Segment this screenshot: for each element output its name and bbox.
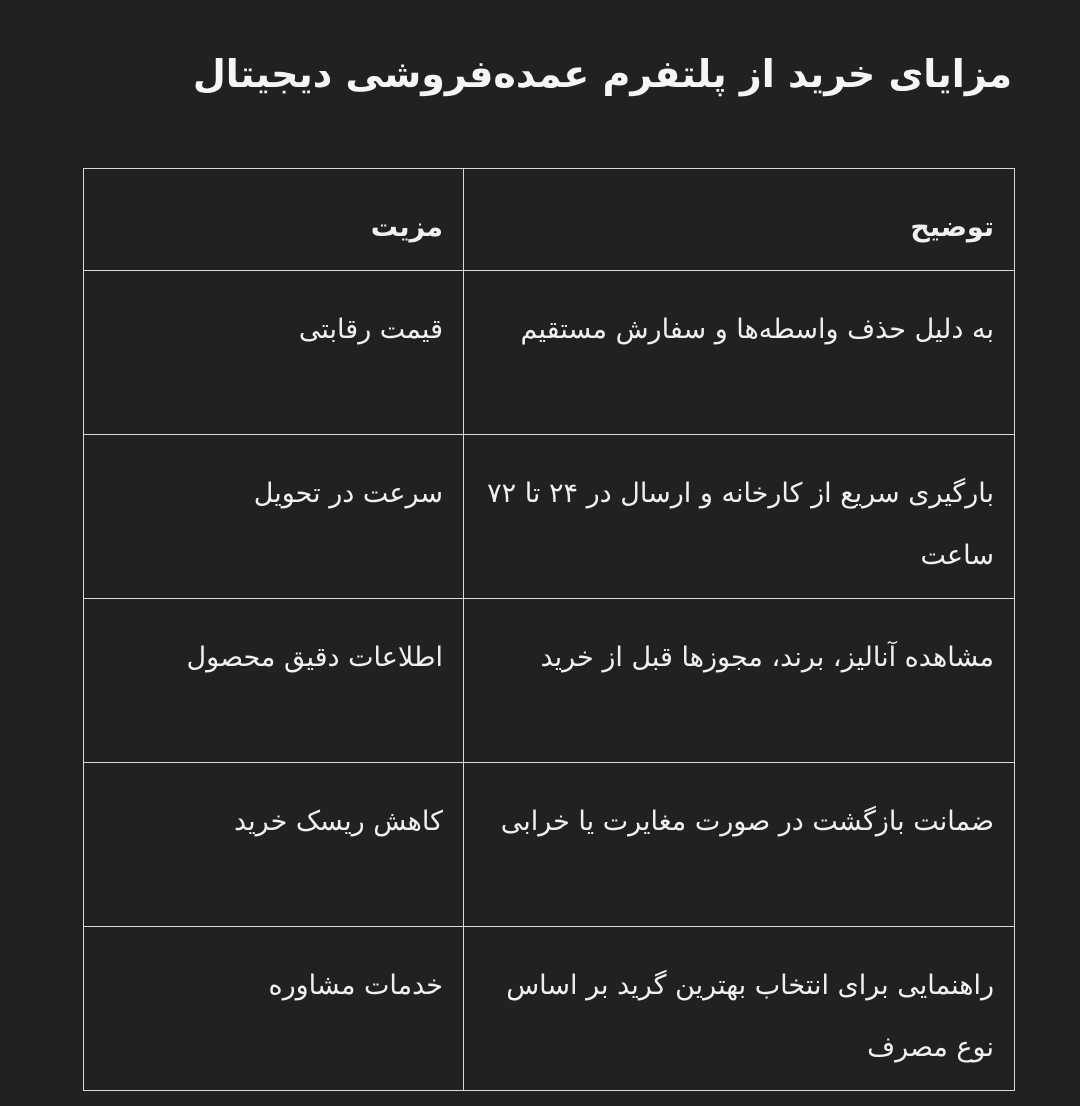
row-description: ضمانت بازگشت در صورت مغایرت یا خرابی	[464, 763, 1015, 927]
row-feature: کاهش ریسک خرید	[84, 763, 464, 927]
table-row	[84, 927, 1015, 1091]
benefits-table	[83, 168, 1015, 1091]
table-header-row	[84, 169, 1015, 271]
table-row	[84, 763, 1015, 927]
header-feature: مزیت	[84, 169, 464, 271]
table-row	[84, 599, 1015, 763]
table-row	[84, 271, 1015, 435]
row-feature: خدمات مشاوره	[84, 927, 464, 1091]
row-feature: اطلاعات دقیق محصول	[84, 599, 464, 763]
benefits-table-container	[83, 168, 1014, 1091]
row-feature: قیمت رقابتی	[84, 271, 464, 435]
table-row	[84, 435, 1015, 599]
row-description: به دلیل حذف واسطه‌ها و سفارش مستقیم	[464, 271, 1015, 435]
row-description: راهنمایی برای انتخاب بهترین گرید بر اساس نوع مصرف	[464, 927, 1015, 1091]
row-description: بارگیری سریع از کارخانه و ارسال در ۲۴ تا ۷۲ ساعت	[464, 435, 1015, 599]
row-description: مشاهده آنالیز، برند، مجوزها قبل از خرید	[464, 599, 1015, 763]
row-feature: سرعت در تحویل	[84, 435, 464, 599]
header-description: توضیح	[464, 169, 1015, 271]
page-title: مزایای خرید از پلتفرم عمده‌فروشی دیجیتال	[192, 52, 1012, 96]
